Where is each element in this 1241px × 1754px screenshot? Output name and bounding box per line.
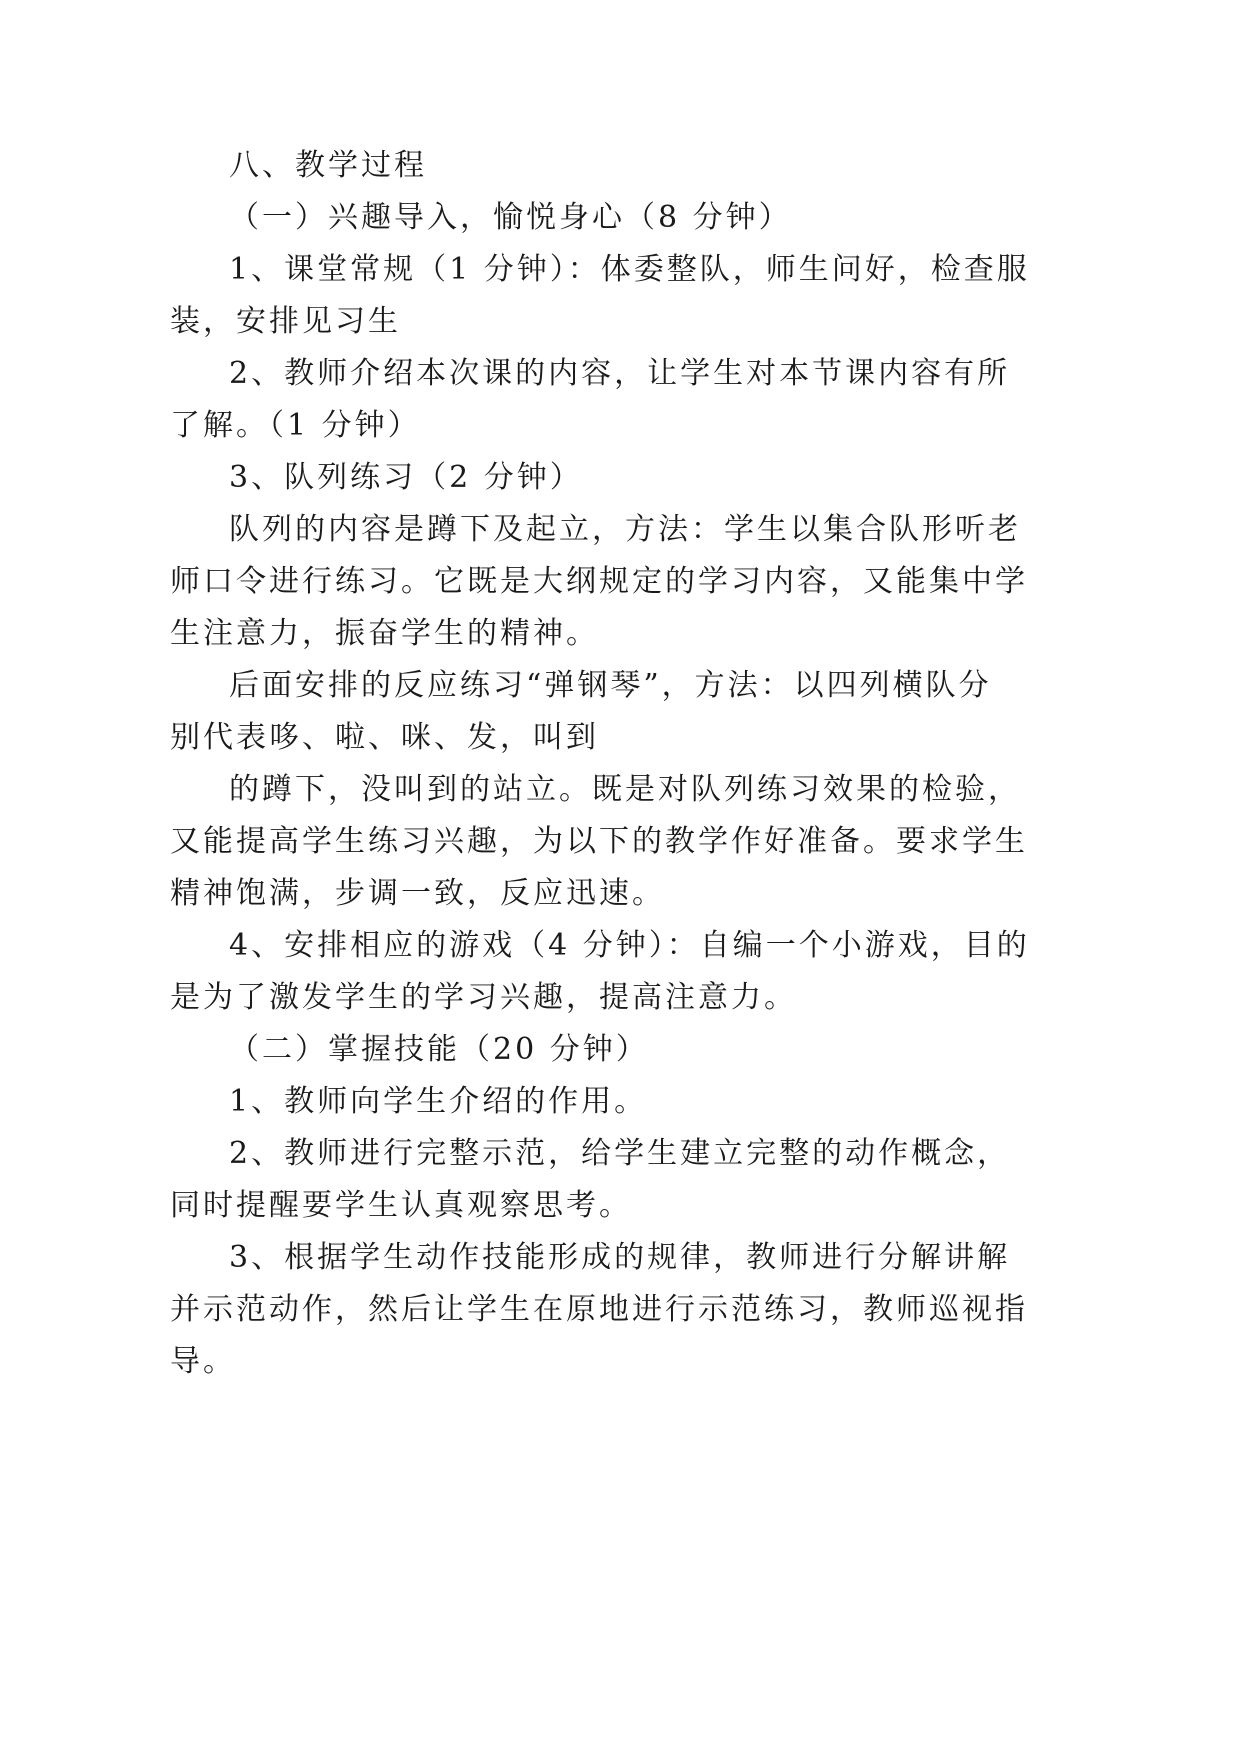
paragraph-line: 精神饱满，步调一致，反应迅速。: [170, 876, 665, 911]
section-heading: 八、教学过程: [229, 148, 427, 183]
paragraph-line: 1、课堂常规（1 分钟）：体委整队，师生问好，检查服: [229, 252, 1030, 287]
paragraph-line: 1、教师向学生介绍的作用。: [229, 1084, 648, 1119]
paragraph-line: 别代表哆、啦、咪、发，叫到: [170, 720, 599, 755]
paragraph-line: 3、队列练习（2 分钟）: [229, 460, 583, 495]
paragraph-line: 队列的内容是蹲下及起立，方法：学生以集合队形听老: [229, 512, 1021, 547]
paragraph-line: 3、根据学生动作技能形成的规律，教师进行分解讲解: [229, 1240, 1011, 1275]
paragraph-line: 并示范动作，然后让学生在原地进行示范练习，教师巡视指: [170, 1292, 1028, 1327]
paragraph-line: 了解。（1 分钟）: [170, 408, 421, 443]
paragraph-line: 的蹲下，没叫到的站立。既是对队列练习效果的检验，: [229, 772, 1021, 807]
subsection-heading: （一）兴趣导入，愉悦身心（8 分钟）: [229, 200, 792, 235]
paragraph-line: 是为了激发学生的学习兴趣，提高注意力。: [170, 980, 797, 1015]
paragraph-line: 同时提醒要学生认真观察思考。: [170, 1188, 632, 1223]
paragraph-line: 又能提高学生练习兴趣，为以下的教学作好准备。要求学生: [170, 824, 1028, 859]
paragraph-line: 4、安排相应的游戏（4 分钟）：自编一个小游戏，目的: [229, 928, 1030, 963]
paragraph-line: 师口令进行练习。它既是大纲规定的学习内容，又能集中学: [170, 564, 1028, 599]
paragraph-line: 生注意力，振奋学生的精神。: [170, 616, 599, 651]
paragraph-line: 2、教师介绍本次课的内容，让学生对本节课内容有所: [229, 356, 1011, 391]
paragraph-line: 后面安排的反应练习“弹钢琴”，方法：以四列横队分: [229, 668, 992, 703]
paragraph-line: 装，安排见习生: [170, 304, 401, 339]
subsection-heading: （二）掌握技能（20 分钟）: [229, 1032, 649, 1067]
paragraph-line: 2、教师进行完整示范，给学生建立完整的动作概念，: [229, 1136, 1011, 1171]
paragraph-line: 导。: [170, 1344, 236, 1379]
